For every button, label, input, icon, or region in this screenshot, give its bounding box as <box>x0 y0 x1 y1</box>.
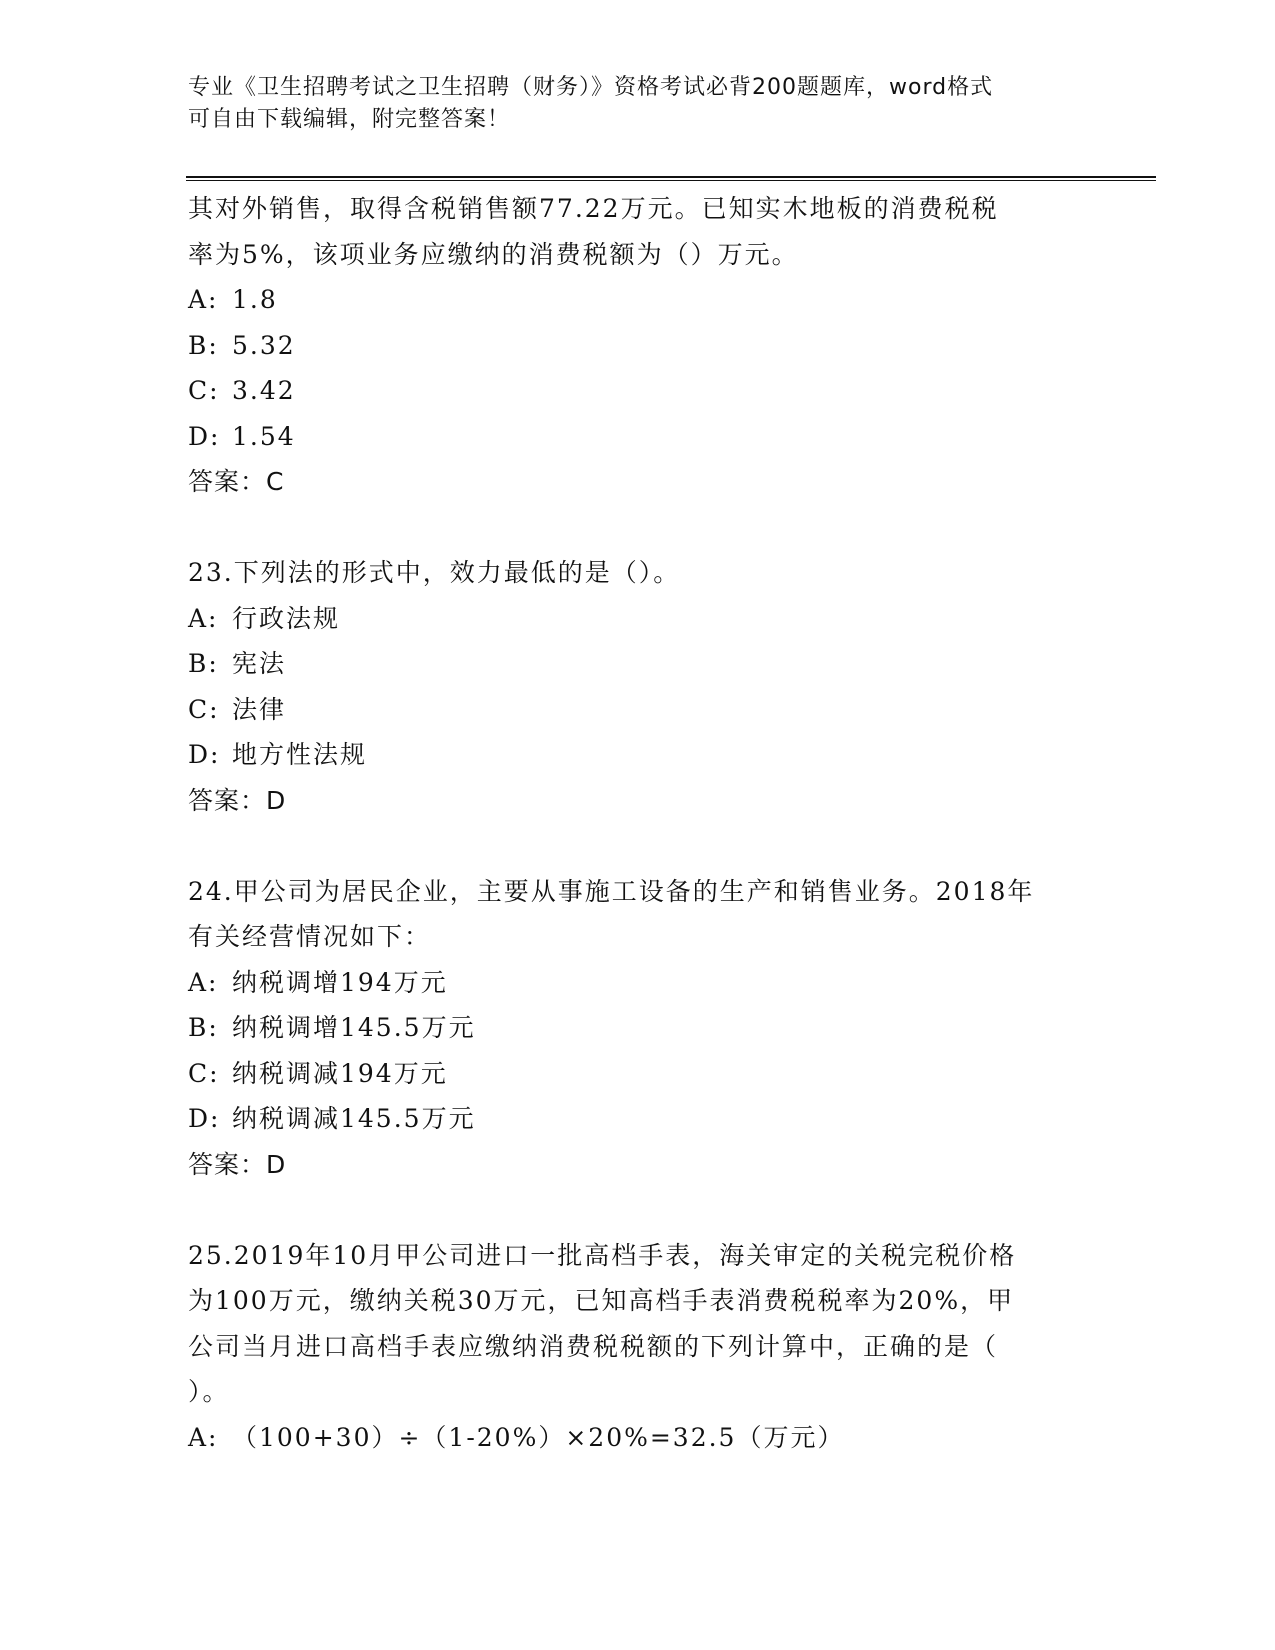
document-header <box>188 72 1068 136</box>
option-text: 1.8 <box>232 285 278 314</box>
option-c <box>188 1051 1088 1097</box>
question-24 <box>188 869 1088 1188</box>
option-c <box>188 368 1088 414</box>
question-spacer <box>188 1187 1088 1233</box>
option-text: 行政法规 <box>232 603 341 633</box>
option-text: 纳税调减194万元 <box>232 1058 448 1088</box>
option-c <box>188 687 1088 733</box>
question-25 <box>188 1233 1088 1461</box>
document-body <box>188 186 1088 1460</box>
option-label: B: <box>188 330 219 360</box>
question-text-line: 为100万元，缴纳关税30万元，已知高档手表消费税税率为20%，甲 <box>188 1286 1015 1315</box>
question-text-line: 率为5%，该项业务应缴纳的消费税额为（）万元。 <box>188 239 799 269</box>
question-spacer <box>188 505 1088 551</box>
question-text-line: 23.下列法的形式中，效力最低的是（）。 <box>188 558 681 587</box>
question-text-line: 其对外销售，取得含税销售额77.22万元。已知实木地板的消费税税 <box>188 194 999 223</box>
question-22 <box>188 186 1088 505</box>
question-23 <box>188 550 1088 823</box>
question-text-line: 有关经营情况如下： <box>188 922 432 951</box>
header-title-line1: 专业《卫生招聘考试之卫生招聘（财务）》资格考试必背200题题库，word格式 <box>188 75 994 100</box>
answer-line: 答案：D <box>188 1149 287 1179</box>
question-text-line: ）。 <box>188 1377 230 1406</box>
option-label: A: <box>188 1422 219 1452</box>
option-label: C: <box>188 694 220 724</box>
option-label: A: <box>188 285 219 314</box>
option-text: 5.32 <box>232 330 296 360</box>
option-a <box>188 960 1088 1006</box>
option-d <box>188 1096 1088 1142</box>
option-text: 地方性法规 <box>232 740 368 769</box>
option-label: D: <box>188 1104 221 1133</box>
option-text: 纳税调增194万元 <box>232 967 448 997</box>
option-text: 纳税调增145.5万元 <box>232 1013 476 1042</box>
question-text-line: 25.2019年10月甲公司进口一批高档手表，海关审定的关税完税价格 <box>188 1240 1017 1270</box>
option-label: B: <box>188 649 219 678</box>
option-label: D: <box>188 740 221 769</box>
answer-line: 答案：D <box>188 785 287 815</box>
option-d <box>188 732 1088 778</box>
option-text: 宪法 <box>232 649 287 678</box>
option-text: 法律 <box>232 694 287 724</box>
question-spacer <box>188 823 1088 869</box>
option-label: B: <box>188 1013 219 1042</box>
option-label: A: <box>188 603 219 633</box>
question-text-line: 公司当月进口高档手表应缴纳消费税税额的下列计算中，正确的是（ <box>188 1331 999 1361</box>
option-d <box>188 414 1088 460</box>
option-text: 1.54 <box>232 421 296 451</box>
option-label: A: <box>188 967 219 997</box>
option-text: 3.42 <box>232 376 296 405</box>
question-text-line: 24.甲公司为居民企业，主要从事施工设备的生产和销售业务。2018年 <box>188 876 1035 906</box>
option-b <box>188 641 1088 687</box>
option-text: （100+30）÷（1-20%）×20%=32.5（万元） <box>232 1422 845 1452</box>
option-a <box>188 277 1088 323</box>
header-title-line2: 可自由下载编辑，附完整答案！ <box>188 107 511 132</box>
option-b <box>188 323 1088 369</box>
option-a <box>188 1415 1088 1461</box>
option-label: C: <box>188 1058 220 1088</box>
option-label: D: <box>188 421 221 451</box>
option-b <box>188 1005 1088 1051</box>
header-divider <box>186 176 1156 181</box>
option-a <box>188 596 1088 642</box>
answer-line: 答案：C <box>188 467 285 496</box>
option-label: C: <box>188 376 220 405</box>
option-text: 纳税调减145.5万元 <box>232 1104 476 1133</box>
